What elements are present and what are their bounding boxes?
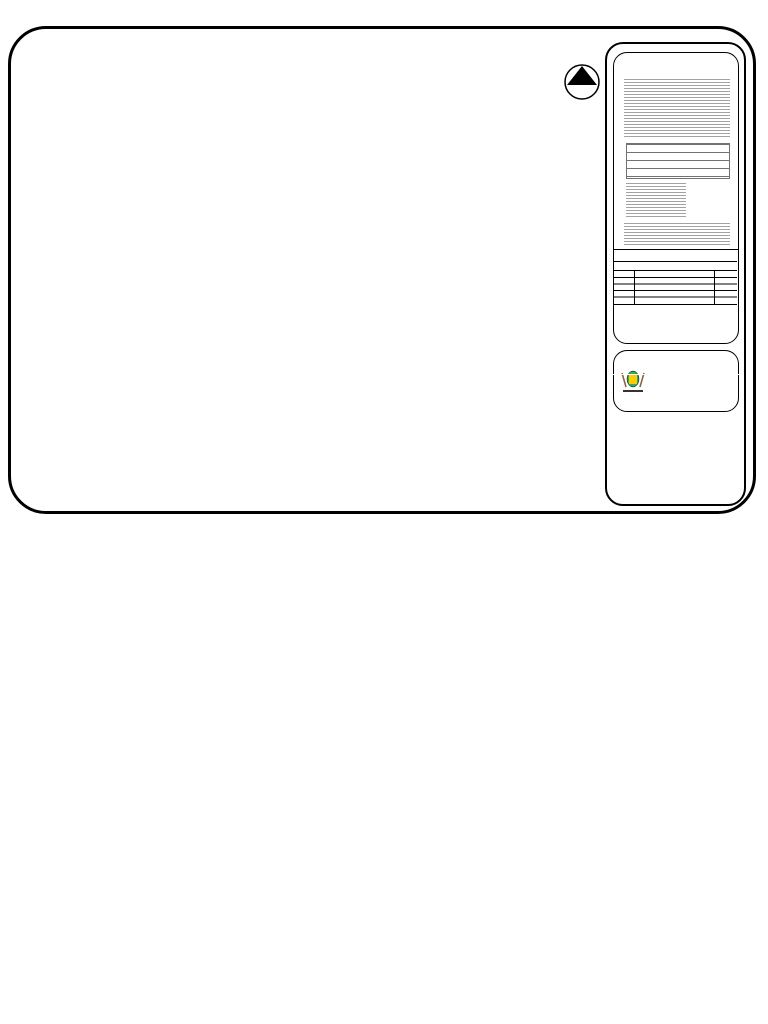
title-block-1 bbox=[605, 42, 746, 506]
general-notes-text bbox=[82, 34, 552, 99]
fine-print bbox=[624, 223, 730, 247]
north-arrow-icon bbox=[563, 63, 601, 101]
client-box bbox=[613, 350, 739, 412]
general-notes-box bbox=[613, 52, 739, 344]
north-arrow bbox=[562, 30, 602, 100]
mini-table bbox=[626, 143, 730, 179]
ded-title bbox=[613, 249, 739, 251]
uganda-coat-of-arms-icon bbox=[620, 367, 646, 395]
revision-table bbox=[614, 261, 737, 312]
fine-print bbox=[626, 183, 686, 217]
fine-print bbox=[624, 79, 730, 137]
